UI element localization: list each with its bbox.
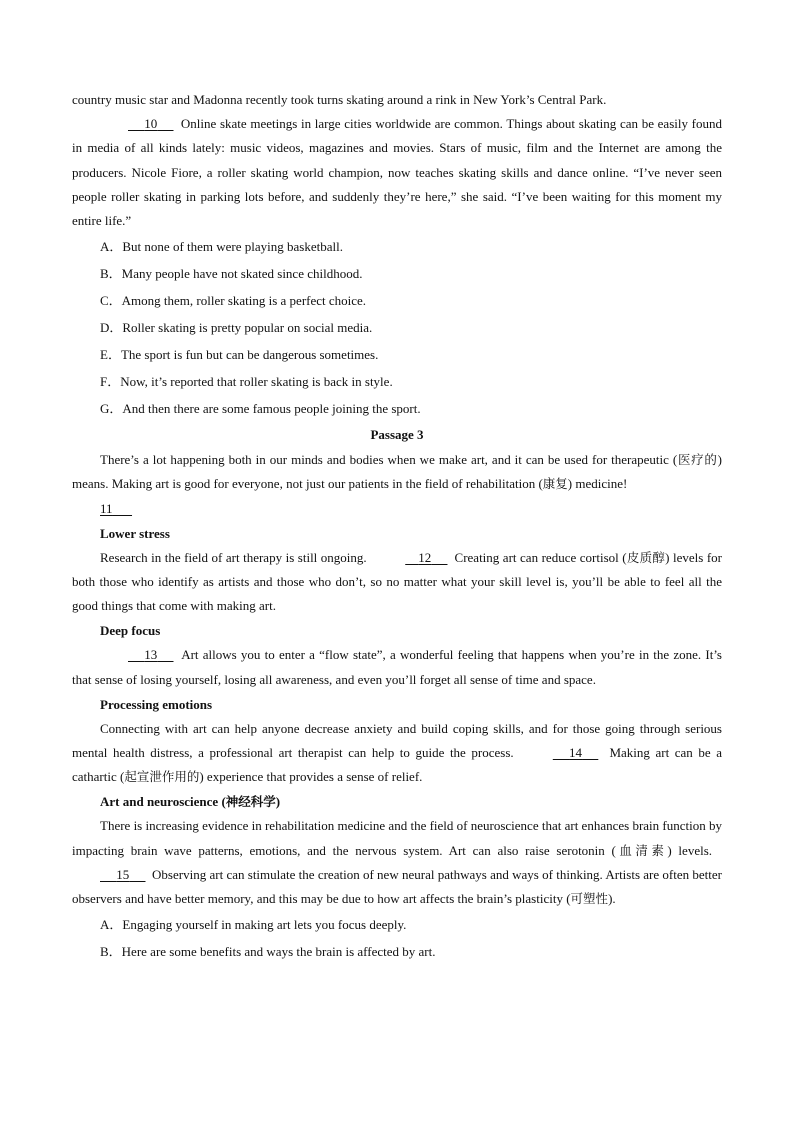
paragraph-text: Online skate meetings in large cities worldwide are common. Things about skating can be easily found in media of all kinds lately: music videos, magazines and movies. Stars of music, film and the Internet are among the producers. Nicole Fiore, a roller skating world champion, now teaches skating skills and dance online. “I’ve never seen people roller skating in parking lots before, and suddenly they’re here,” she said. “I’ve been waiting for this moment my entire life.” (72, 116, 722, 229)
section-heading-art-neuroscience: Art and neuroscience (神经科学) (100, 794, 281, 810)
blank-15: 15 (116, 866, 130, 882)
blank-12: 12 (418, 549, 432, 565)
option-f: F．Now, it’s reported that roller skating is back in style. (100, 374, 393, 390)
option-a: A．Engaging yourself in making art lets you focus deeply. (100, 917, 407, 933)
section-heading-processing-emotions: Processing emotions (100, 696, 213, 712)
option-b: B．Here are some benefits and ways the brain is affected by art. (100, 944, 436, 960)
option-g: G．And then there are some famous people joining the sport. (100, 401, 421, 417)
option-a: A．But none of them were playing basketball. (100, 239, 343, 255)
section-heading-lower-stress: Lower stress (100, 525, 170, 541)
options-list-1 (72, 233, 722, 422)
paragraph-processing-emotions: Connecting with art can help anyone decrease anxiety and build coping skills, and for those going through serious mental health distress, a professional art therapist can help to guide the process. 14 Making art can be a cathartic (起宣泄作用的) experience that provides a sense of relief. (72, 720, 722, 785)
options-list-2 (72, 911, 722, 965)
paragraph-deep-focus: 13 Art allows you to enter a “flow state”, a wonderful feeling that happens when you’re in the zone. It’s that sense of losing yourself, losing all awareness, and even you’ll forget all sense of time and space. (72, 643, 722, 691)
option-c: C．Among them, roller skating is a perfect choice. (100, 293, 367, 309)
option-e: E．The sport is fun but can be dangerous sometimes. (100, 347, 379, 363)
blank-13: 13 (144, 647, 158, 663)
blank-10: 10 (144, 116, 158, 132)
blank-14: 14 (569, 745, 583, 761)
blank-11: 11 (100, 500, 113, 516)
section-heading-deep-focus: Deep focus (100, 623, 161, 639)
paragraph-blank-10 (72, 112, 722, 233)
document-page (72, 88, 722, 965)
passage-intro: There’s a lot happening both in our minds and bodies when we make art, and it can be used for therapeutic (医疗的) means. Making art is good for everyone, not just our patients in the field of rehabilitation (康复) medicine! 11 (72, 448, 722, 521)
paragraph-continuation: country music star and Madonna recently took turns skating around a rink in New York’s Central Park. (72, 92, 607, 107)
option-b: B．Many people have not skated since childhood. (100, 266, 363, 282)
passage-title: Passage 3 (370, 427, 424, 443)
paragraph-art-neuroscience: There is increasing evidence in rehabilitation medicine and the field of neuroscience that art enhances brain function by impacting brain wave patterns, emotions, and the nervous system. Art can also raise serotonin (血清素) levels. 15 Observing art can stimulate the creation of new neural pathways and ways of thinking. Artists are often better observers and have better memory, and this may be due to how art affects the brain’s plasticity (可塑性). (72, 818, 722, 907)
paragraph-lower-stress: Research in the field of art therapy is still ongoing. 12 Creating art can reduce cortisol (皮质醇) levels for both those who identify as artists and those who don’t, so no matter what your skill level is, you’ll be able to feel all the good things that come with making art. (72, 546, 722, 619)
option-d: D．Roller skating is pretty popular on social media. (100, 320, 373, 336)
